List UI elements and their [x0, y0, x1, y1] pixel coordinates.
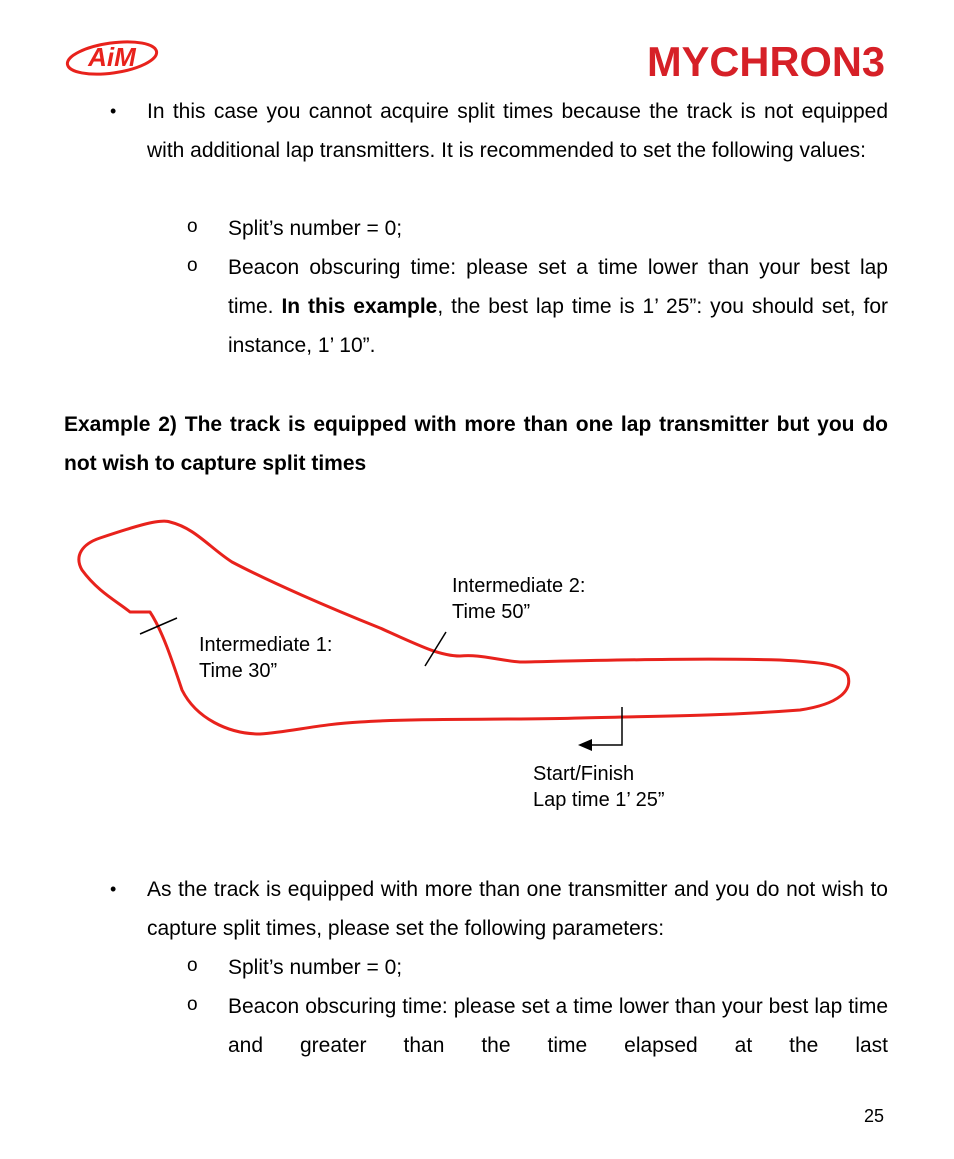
intermediate-1-title: Intermediate 1:: [199, 634, 333, 656]
paragraph-multi-transmitter: As the track is equipped with more than one transmitter and you do not wish to capture split times, please set the following parameters:: [147, 878, 888, 940]
beacon-text-pre: Beacon obscuring time: please set a time lower than your best lap time.: [228, 256, 888, 318]
paragraph-no-split: In this case you cannot acquire split times because the track is not equipped with additional lap transmitters. It is recommended to set the following values:: [147, 100, 888, 162]
sub-bullet: o: [187, 994, 198, 1015]
split-number-item: Split’s number = 0;: [228, 217, 403, 240]
intermediate-1-time: Time 30”: [199, 660, 278, 682]
start-finish-label: [533, 761, 665, 813]
split-number-item-2: Split’s number = 0;: [228, 956, 403, 979]
beacon-text-bold: In this example: [281, 295, 438, 318]
example-heading: Example 2) The track is equipped with more than one lap transmitter but you do not wish to capture split times: [64, 413, 888, 475]
intermediate-2-title: Intermediate 2:: [452, 575, 586, 597]
intermediate-2-label: [452, 573, 585, 625]
aim-logo-text: AiM: [88, 42, 136, 72]
start-finish-title: Start/Finish: [533, 763, 635, 785]
beacon-obscuring-item-2: Beacon obscuring time: please set a time lower than your best lap time and greater than the time elapsed at the last: [228, 995, 888, 1057]
page-number: 25: [864, 1106, 885, 1126]
intermediate-1-label: [199, 632, 332, 684]
intermediate-2-time: Time 50”: [452, 601, 531, 623]
sub-bullet: o: [187, 216, 198, 237]
track-outline: [79, 521, 849, 734]
beacon-text-post: , the best lap time is 1’ 25”: you should set, for instance, 1’ 10”.: [228, 295, 889, 357]
bullet-dot: •: [110, 101, 117, 121]
sub-bullet: o: [187, 255, 198, 276]
mychron-logo-text: MYCHRON3: [647, 40, 885, 82]
start-finish-arrow-icon: [578, 739, 592, 751]
lap-time-value: Lap time 1’ 25”: [533, 789, 665, 811]
sub-bullet: o: [187, 955, 198, 976]
intermediate-1-marker: [140, 618, 177, 634]
bullet-dot: •: [110, 879, 117, 899]
